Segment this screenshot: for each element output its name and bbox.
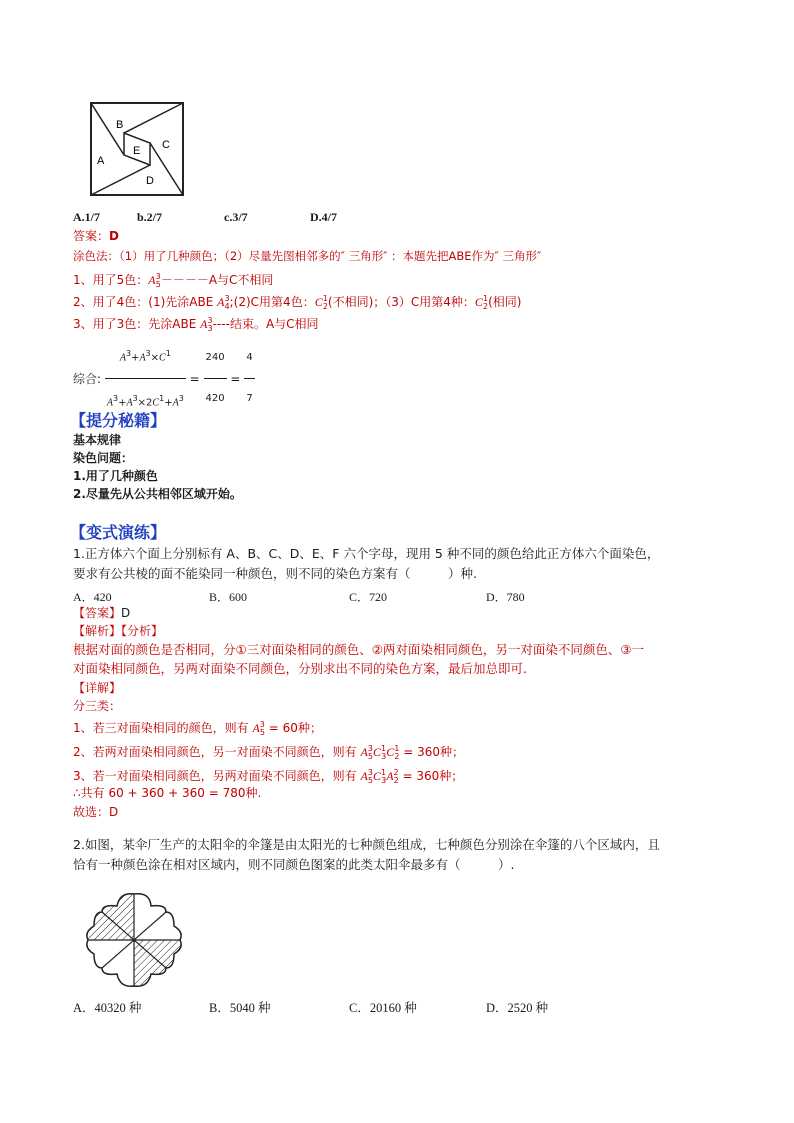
tips-line-2: 染色问题： [73, 451, 134, 465]
answer-tag: 【答案】 [73, 606, 122, 620]
q1-answer-label: 答案： [73, 229, 110, 243]
v-q2-option-c: C．20160 种 [349, 1001, 417, 1015]
summary-fraction-main: $\frac{A^3+A^3\times C^1}{A^3+A^3\times 2C^1+A^3}$ [105, 334, 186, 424]
analysis-line-1: 根据对面的颜色是否相同，分①三对面染相同的颜色、②两对面染相同颜色，另一对面染不同颜色、③一 [73, 642, 645, 657]
region-label-d: D [146, 175, 154, 187]
q1-case1: 1、用了5色：$A^3_5----A$与C不相同 [73, 272, 274, 290]
detail-line-0: 分三类： [73, 699, 122, 713]
umbrella-canopy-figure [80, 890, 188, 990]
analysis-tag: 【解析】【分析】 [73, 624, 164, 638]
v-q2-option-a: A．40320 种 [73, 1001, 142, 1015]
v-q2-line-1: 2.如图，某伞厂生产的太阳伞的伞篷是由太阳光的七种颜色组成，七种颜色分别涂在伞篷的八个区域内，且 [73, 837, 660, 852]
region-label-a: A [97, 155, 105, 167]
q1-option-c: c.3/7 [224, 210, 248, 224]
v-q2-option-b: B．5040 种 [209, 1001, 271, 1015]
tips-line-4: 2.尽量先从公共相邻区域开始。 [73, 487, 242, 501]
v-q1-line-2: 要求有公共棱的面不能染同一种颜色，则不同的染色方案有（ ）种. [73, 566, 477, 581]
q1-case3: 3、用了3色：先涂ABE $A^3_3----$结束。A与C相同 [73, 316, 319, 334]
q1-option-a: A.1/7 [73, 210, 100, 224]
v-q1-option-a: A．420 [73, 590, 112, 604]
summary-fraction-mid: $\frac{240}{420}$ [204, 338, 227, 419]
detail-tag: 【详解】 [73, 681, 122, 695]
detail-line-5: 故选：D [73, 805, 119, 819]
v-q1-option-c: C．720 [349, 590, 388, 604]
q1-case2: 2、用了4色：(1)先涂ABE $A^3_4;(2)C$用第4色：$C^1_2$(不相同)；（3）C用第4种：$C^1_2$(相同) [73, 294, 522, 312]
v-q1-line-1: 1.正方体六个面上分别标有 A、B、C、D、E、F 六个字母，现用 5 种不同的颜色给此正方体六个面染色， [73, 546, 660, 561]
analysis-line-2: 对面染相同颜色，另两对面染不同颜色，分别求出不同的染色方案，最后加总即可. [73, 661, 527, 676]
q1-option-d: D.4/7 [310, 210, 337, 224]
q1-answer [73, 228, 119, 244]
region-label-b: B [116, 119, 124, 131]
q1-method: 涂色法：（1）用了几种颜色；（2）尽量先图相邻多的″ 三角形″ ：本题先把ABE作为″ 三角形″ [73, 249, 542, 263]
region-label-c: C [162, 139, 170, 151]
v-q2-line-2: 恰有一种颜色涂在相对区域内，则不同颜色图案的此类太阳伞最多有（ ）. [73, 857, 515, 872]
q1-summary: 综合: $\frac{A^3+A^3\times C^1}{A^3+A^3\times 2C^1+A^3}$ = $\frac{240}{420}$ = $\frac{4}{7}$ [73, 334, 255, 374]
summary-fraction-result: $\frac{4}{7}$ [244, 338, 254, 419]
detail-line-1: 1、若三对面染相同的颜色，则有 $A^3_5 = 60$种； [73, 720, 322, 738]
variants-heading: 【变式演练】 [70, 523, 167, 542]
tips-heading: 【提分秘籍】 [70, 411, 167, 430]
tips-line-1: 基本规律 [73, 433, 122, 447]
detail-line-4: ∴共有 60 + 360 + 360 = 780种. [73, 786, 262, 800]
v-q1-option-d: D．780 [486, 590, 525, 604]
detail-line-2: 2、若两对面染相同颜色，另一对面染不同颜色，则有 $A^3_5C^1_3C^1_2 = 360$种； [73, 744, 464, 762]
region-label-e: E [133, 145, 141, 157]
coloring-square-figure [90, 102, 184, 196]
q1-answer-value: D [109, 229, 119, 243]
answer-value: D [121, 606, 131, 620]
tips-line-3: 1.用了几种颜色 [73, 469, 158, 483]
v-q2-option-d: D．2520 种 [486, 1001, 549, 1015]
detail-line-3: 3、若一对面染相同颜色，另两对面染不同颜色，则有 $A^3_5C^1_3A^2_2 = 360$种； [73, 768, 464, 786]
q1-option-b: b.2/7 [137, 210, 163, 224]
v-q1-option-b: B．600 [209, 590, 248, 604]
v-answer [73, 605, 130, 621]
